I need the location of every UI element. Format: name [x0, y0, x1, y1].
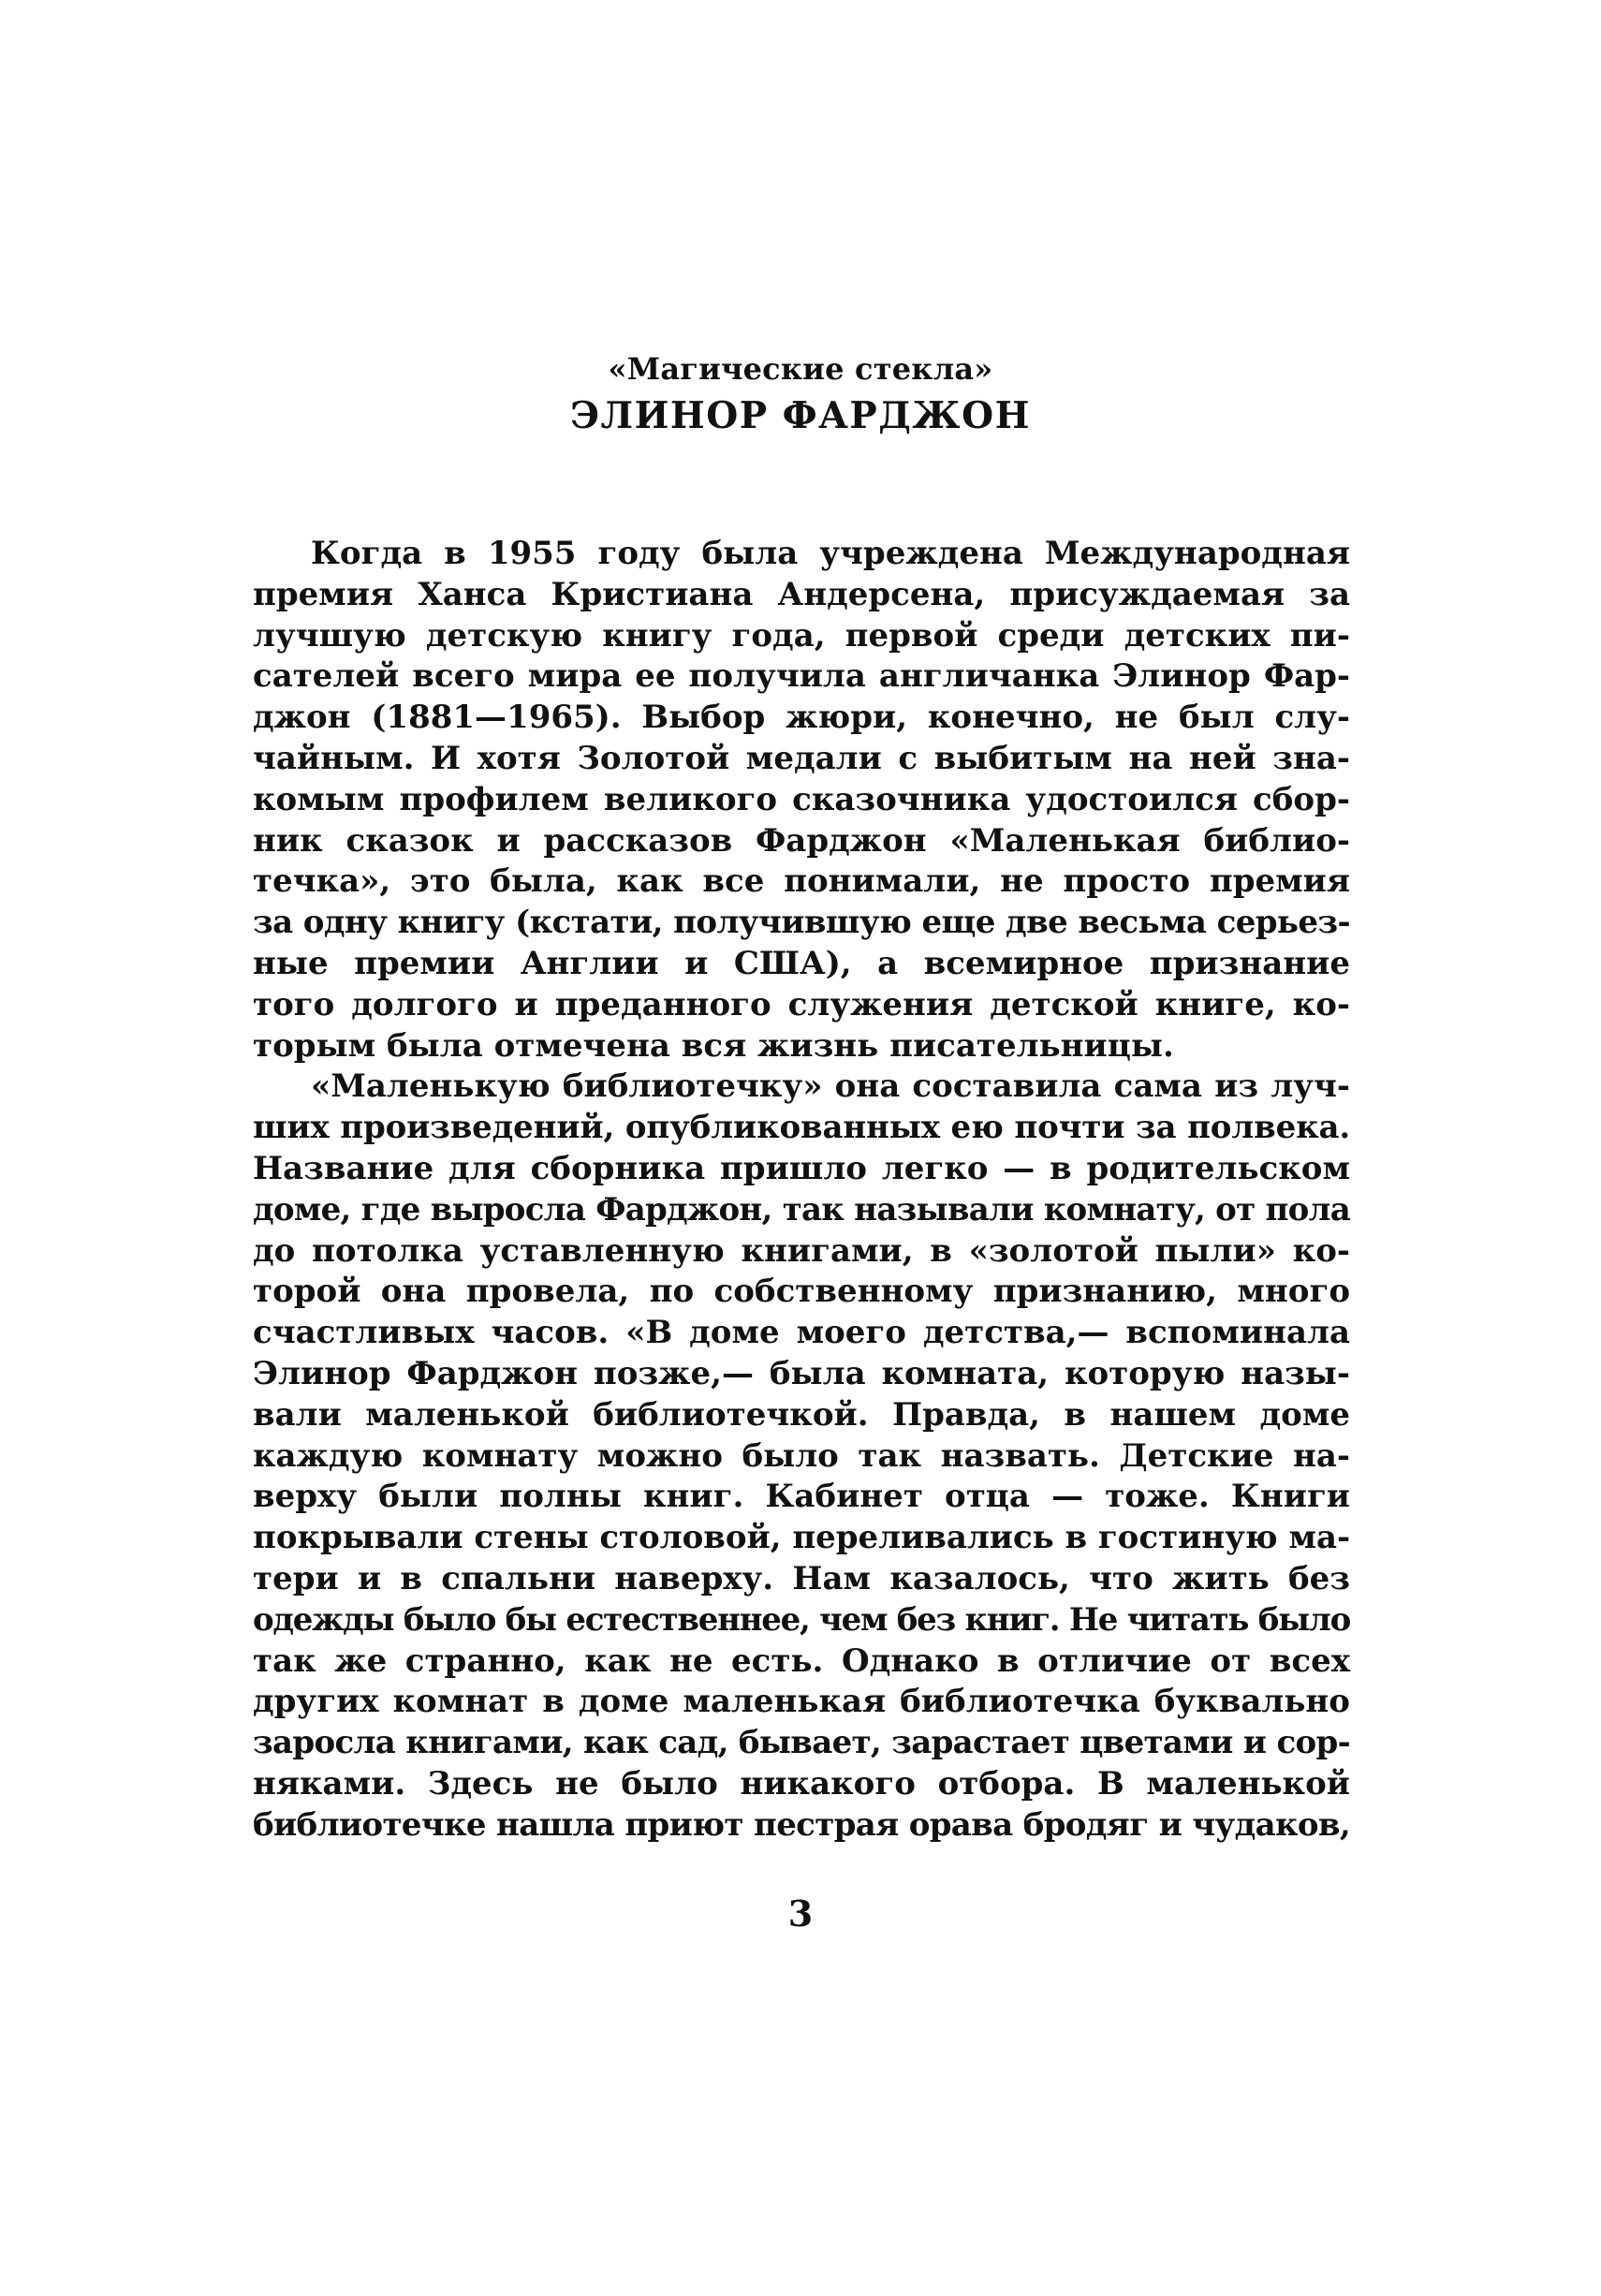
text-line: Когда в 1955 году была учреждена Международная — [311, 535, 1350, 572]
chapter-heading — [0, 348, 1601, 440]
text-line: чайным. И хотя Золотой медали с выбитым на ней зна- — [253, 739, 1350, 777]
text-line: ник сказок и рассказов Фарджон «Маленькая библио- — [253, 821, 1350, 860]
text-line: ших произведений, опубликованных ею почти за полвека. — [253, 1109, 1351, 1147]
text-line: покрывали стены столовой, переливались в гостиную ма- — [253, 1519, 1351, 1557]
text-line: того долгого и преданного служения детской книге, ко- — [253, 985, 1350, 1023]
text-line: так же странно, как не есть. Однако в отличие от всех — [253, 1641, 1350, 1680]
text-line: сателей всего мира ее получила англичанка Элинор Фар- — [253, 657, 1350, 696]
text-line: лучшую детскую книгу года, первой среди детских пи- — [253, 616, 1350, 655]
text-line: верху были полны книг. Кабинет отца — тоже. Книги — [253, 1478, 1350, 1516]
text-line: Название для сборника пришло легко — в родительском — [253, 1149, 1350, 1187]
body-text — [253, 534, 1350, 1847]
text-line: течка», это была, как все понимали, не просто премия — [253, 862, 1350, 901]
text-line: «Маленькую библиотечку» она составила сама из луч- — [311, 1067, 1350, 1106]
paragraph — [253, 534, 1350, 1067]
text-line: других комнат в доме маленькая библиотечка буквально — [253, 1683, 1350, 1721]
text-line: премия Ханса Кристиана Андерсена, присуждаемая за — [253, 575, 1350, 613]
text-line: джон (1881—1965). Выбор жюри, конечно, не был слу- — [253, 699, 1350, 737]
text-line: ные премии Англии и США), а всемирное признание — [253, 944, 1350, 982]
page-number: 3 — [787, 1892, 814, 1935]
text-line: счастливых часов. «В доме моего детства,— вспоминала — [253, 1314, 1350, 1352]
text-line: торой она провела, по собственному признанию, много — [253, 1273, 1350, 1311]
paragraph — [253, 1067, 1350, 1846]
text-line: Элинор Фарджон позже,— была комната, которую назы- — [253, 1354, 1350, 1392]
text-line: до потолка уставленную книгами, в «золотой пыли» ко- — [253, 1231, 1350, 1270]
text-line: каждую комнату можно было так назвать. Детские на- — [253, 1436, 1350, 1475]
text-line: торым была отмечена вся жизнь писательницы. — [253, 1026, 1174, 1065]
text-line: тери и в спальни наверху. Нам казалось, что жить без — [253, 1559, 1350, 1597]
text-line: комым профилем великого сказочника удостоился сбор- — [253, 780, 1350, 818]
chapter-title: ЭЛИНОР ФАРДЖОН — [570, 394, 1031, 437]
text-line: няками. Здесь не было никакого отбора. В маленькой — [253, 1764, 1350, 1803]
text-line: одежды было бы естественнее, чем без книг. Не читать было — [253, 1600, 1350, 1639]
text-line: за одну книгу (кстати, получившую еще две весьма серьез- — [253, 904, 1351, 942]
text-line: вали маленькой библиотечкой. Правда, в нашем доме — [253, 1395, 1350, 1434]
text-line: доме, где выросла Фарджон, так называли комнату, от пола — [253, 1190, 1351, 1229]
text-line: заросла книгами, как сад, бывает, зарастает цветами и сор- — [253, 1724, 1351, 1762]
chapter-subtitle: «Магические стекла» — [608, 351, 993, 387]
text-line: библиотечке нашла приют пестрая орава бродяг и чудаков, — [253, 1805, 1350, 1844]
